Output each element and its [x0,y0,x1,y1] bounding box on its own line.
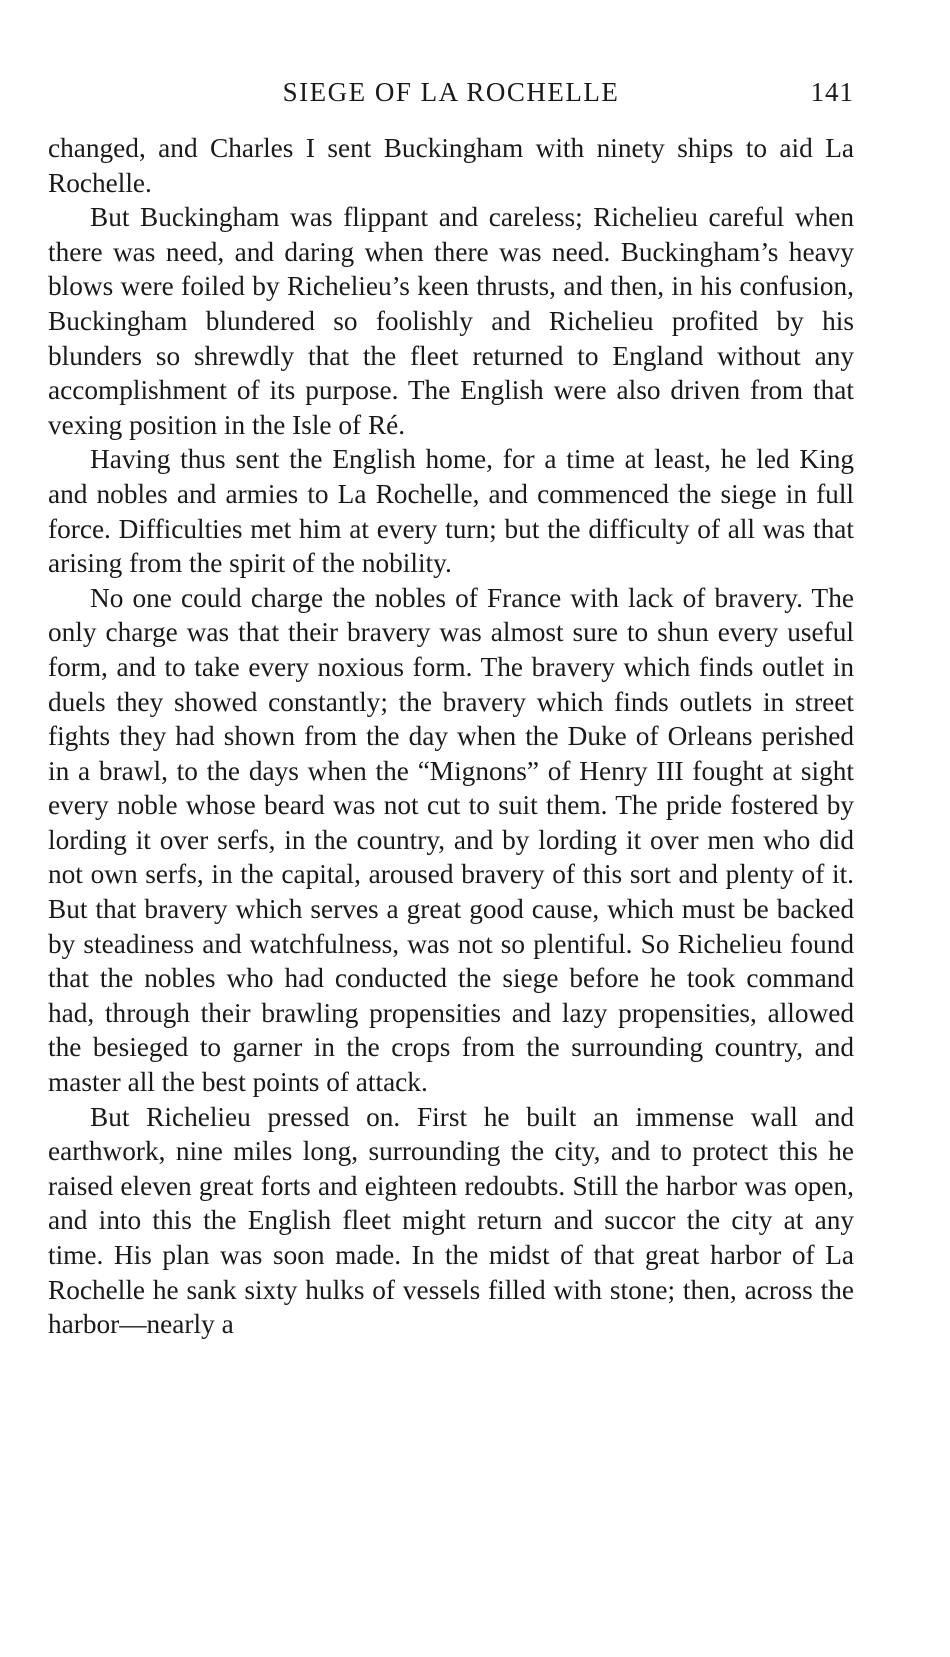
running-title: SIEGE OF LA ROCHELLE [282,77,620,107]
paragraph-siege: Having thus sent the English home, for a time at least, he led King and nobles and armies to La Rochelle, and commenced the siege in full force. Difficulties met him at every turn; but the difficulty of all was that arising from the spirit of the nobility. [48,444,854,579]
paragraph-harbor: But Richelieu pressed on. First he built an immense wall and earthwork, nine miles long, surrounding the city, and to protect this he raised eleven great forts and eighteen redoubts. Still the harbor was open, and into this the English fleet might return and succor the city at any time. His plan was soon made. In the midst of that great harbor of La Rochelle he sank sixty hulks of vessels filled with stone; then, across the harbor—nearly a [48,1101,854,1340]
paragraph-buckingham: But Buckingham was flippant and careless; Richelieu careful when there was need, and daring when there was need. Buckingham’s heavy blows were foiled by Richelieu’s keen thrusts, and then, in his confusion, Buckingham blundered so foolishly and Richelieu profited by his blunders so shrewdly that the fleet returned to England without any accomplishment of its purpose. The English were also driven from that vexing position in the Isle of Ré. [48,202,854,440]
running-header [48,72,854,112]
body-text [48,131,854,1342]
page-number: 141 [810,77,854,107]
paragraph-nobles: No one could charge the nobles of France with lack of bravery. The only charge was that their bravery was almost sure to shun every useful form, and to take every noxious form. The bravery which finds outlet in duels they showed constantly; the bravery which finds outlets in street fights they had shown from the day when the Duke of Orleans perished in a brawl, to the days when the “Mignons” of Henry III fought at sight every noble whose beard was not cut to suit them. The pride fostered by lording it over serfs, in the country, and by lording it over men who did not own serfs, in the capital, aroused bravery of this sort and plenty of it. But that bravery which serves a great good cause, which must be backed by steadiness and watchfulness, was not so plentiful. So Richelieu found that the nobles who had conducted the siege before he took command had, through their brawling propensities and lazy propensities, allowed the besieged to garner in the crops from the surrounding country, and master all the best points of attack. [48,582,854,1098]
paragraph-continued: changed, and Charles I sent Buckingham with ninety ships to aid La Rochelle. [48,133,854,198]
